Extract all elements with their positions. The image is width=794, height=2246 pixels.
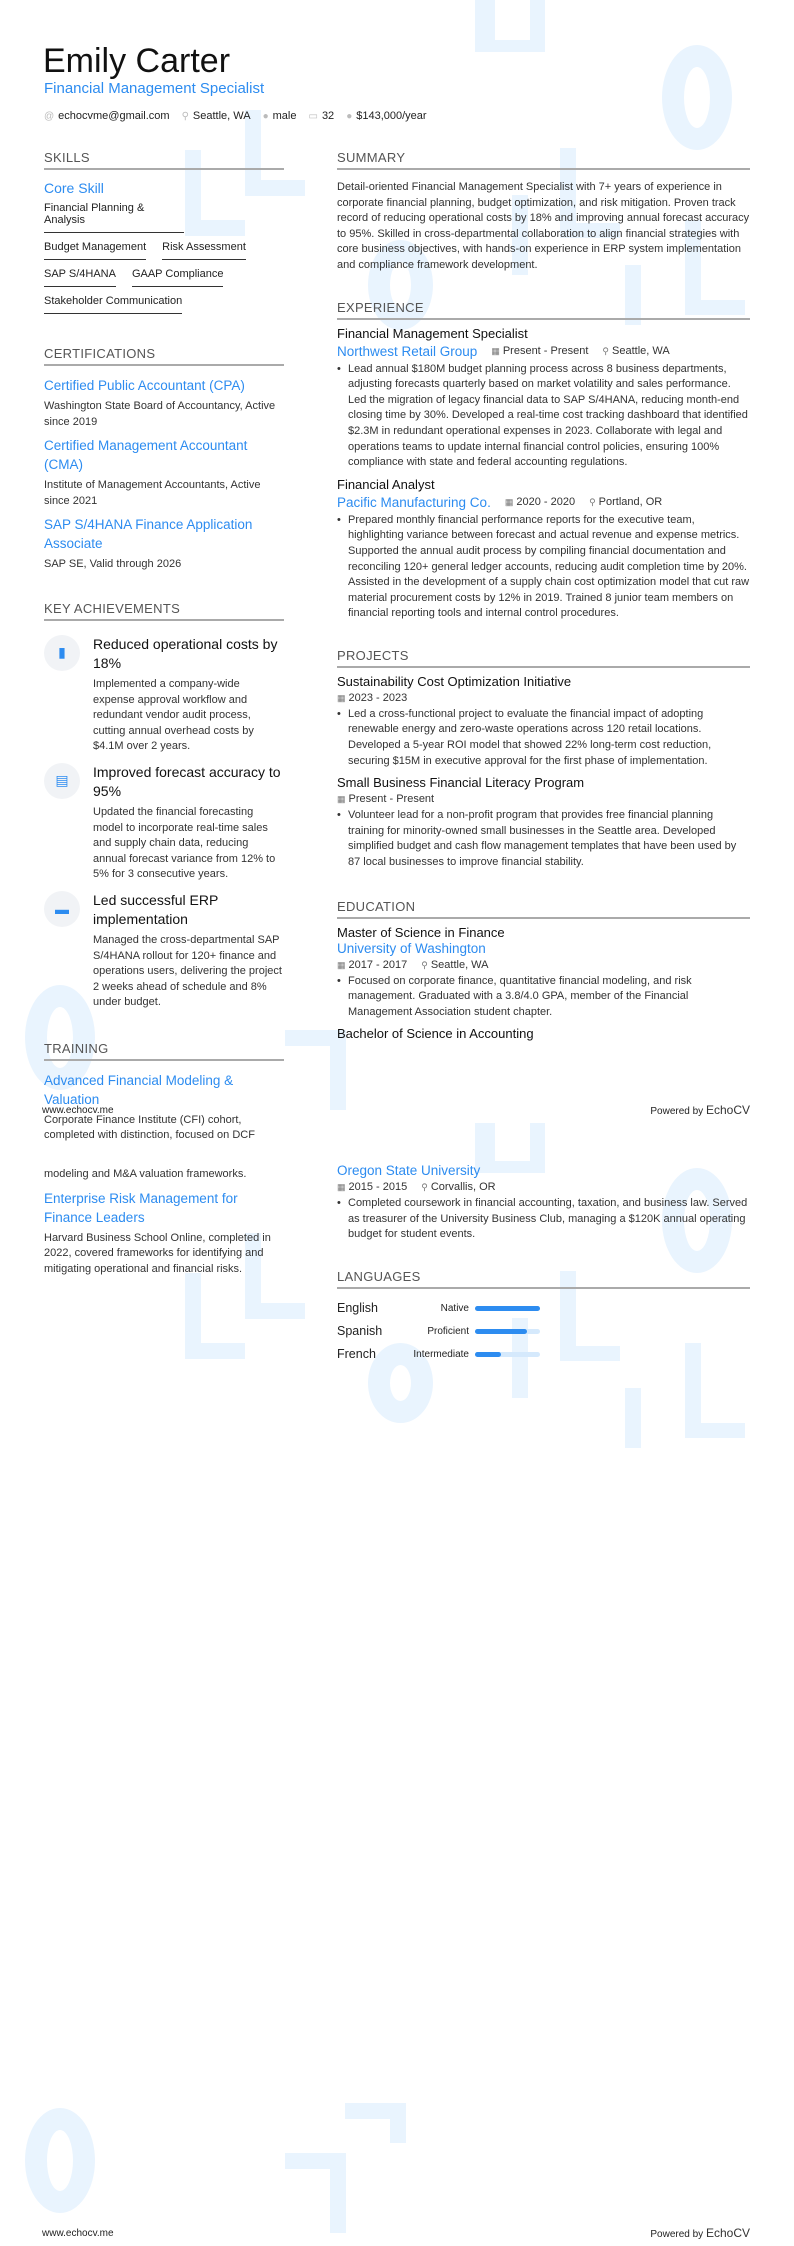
- footer-website[interactable]: www.echocv.me: [42, 1105, 114, 1116]
- candidate-name: Emily Carter: [43, 42, 231, 80]
- education-school: Oregon State University: [337, 1163, 481, 1178]
- job-location-group: [589, 496, 662, 508]
- achievement-item: [44, 891, 284, 1011]
- location-icon: ⚲: [421, 959, 428, 970]
- left-column: [44, 150, 284, 1144]
- training-desc-continued: modeling and M&A valuation frameworks.: [44, 1168, 247, 1180]
- contact-text: Seattle, WA: [192, 110, 251, 122]
- achievement-title: Led successful ERP implementation: [93, 891, 219, 927]
- project-bullets: [337, 707, 750, 769]
- skill-tag: Budget Management: [44, 239, 146, 260]
- powered-by-label: Powered by: [650, 2229, 704, 2240]
- education-degree: Bachelor of Science in Accounting: [337, 1026, 534, 1042]
- training-title: Enterprise Risk Management for Finance Leaders: [44, 1190, 238, 1225]
- certification-desc: Washington State Board of Accountancy, Active since 2019: [44, 400, 276, 428]
- right-column: [337, 150, 750, 1041]
- certification-desc: SAP SE, Valid through 2026: [44, 558, 182, 571]
- calendar-icon: ▦: [491, 346, 500, 357]
- achievement-desc: Updated the financial forecasting model to incorporate real-time sales and supply chain data, reducing annual forecast variance from 12% to 5% for 3 consecutive years.: [93, 805, 276, 881]
- training-desc: Harvard Business School Online, completed in 2022, covered frameworks for identifying and mitigating operational and financial risks.: [44, 1231, 271, 1275]
- job-location-group: [602, 345, 669, 357]
- contact-item: [263, 110, 297, 122]
- meta-row: [337, 344, 750, 359]
- calendar-icon: ▦: [337, 1182, 346, 1192]
- job-bullets: [337, 362, 750, 471]
- achievement-desc: Implemented a company-wide expense approval workflow and redundant vendor audit process, cutting annual overhead costs by $4.1M over 2 years.: [93, 677, 254, 753]
- project-title: Sustainability Cost Optimization Initiative: [337, 673, 572, 689]
- project-title: Small Business Financial Literacy Program: [337, 775, 585, 791]
- skill-tag: GAAP Compliance: [132, 266, 224, 287]
- job-bullets: [337, 513, 750, 622]
- location-icon: ⚲: [421, 1182, 428, 1192]
- job-dates-group: [505, 496, 575, 508]
- project-bullets: [337, 808, 750, 870]
- project-bullet: • Volunteer lead for a non-profit program that provides free financial planning training for minority-owned small businesses in the Seattle area. Developed simplified budget and cash flow management templates that have been used by 87 local businesses to improve financial stability.: [337, 808, 750, 870]
- experience-list: [337, 326, 750, 622]
- project-dates-group: [337, 793, 434, 805]
- education-dates: 2015 - 2015: [348, 1181, 408, 1193]
- certification-title: Certified Management Accountant (CMA): [44, 438, 248, 473]
- job-dates-group: [491, 345, 588, 357]
- language-bar-fill: [475, 1306, 540, 1311]
- calendar-icon: ▦: [337, 794, 346, 805]
- job-location: Portland, OR: [598, 496, 663, 509]
- job-bullet: • Prepared monthly financial performance reports for the executive team, highlighting variance between forecast and actual revenue and expense metrics. Supported the annual audit process by compiling financial documentation and reconciling 120+ general ledger accounts, reducing audit completion time by 20%. Assisted in the development of a supply chain cost optimization model that cut raw material procurement costs by 12% in 2019. Trained 8 junior team members on financial reporting tools and internal control procedures.: [337, 513, 750, 622]
- skill-tag: SAP S/4HANA: [44, 266, 116, 287]
- contact-bar: [44, 110, 427, 122]
- language-level: Intermediate: [413, 1348, 469, 1360]
- certification-title: SAP S/4HANA Finance Application Associate: [44, 517, 253, 552]
- skills-list: [44, 200, 284, 320]
- training-heading: TRAINING: [44, 1041, 284, 1061]
- achievement-item: [44, 635, 284, 755]
- achievement-title: Reduced operational costs by 18%: [93, 635, 278, 671]
- meta-row: [337, 692, 750, 704]
- education-school: University of Washington: [337, 940, 486, 956]
- skills-heading: SKILLS: [44, 150, 284, 170]
- education-degree: Master of Science in Finance: [337, 924, 505, 940]
- language-bar-fill: [475, 1329, 527, 1334]
- clipboard-icon: ▮: [44, 635, 80, 671]
- calendar-icon: ▦: [337, 959, 346, 970]
- education-dates: 2017 - 2017: [348, 958, 408, 971]
- contact-item: [182, 110, 251, 122]
- achievements-list: [44, 635, 284, 1011]
- project-bullet: • Led a cross-functional project to evaluate the financial impact of adopting renewable energy and zero-waste operations across 120 retail locations. Developed a 5-year ROI model that showed 22% long-term cost reduction, securing $15M in executive approval for the first phase of implementation.: [337, 707, 750, 769]
- job-title: Financial Management Specialist: [337, 325, 528, 341]
- summary-heading: SUMMARY: [337, 150, 750, 170]
- footer-powered: [650, 1103, 750, 1117]
- contact-text: $143,000/year: [356, 110, 427, 122]
- company-name: Pacific Manufacturing Co.: [337, 494, 491, 510]
- skill-category: Core Skill: [44, 180, 104, 196]
- education-bullet: • Focused on corporate finance, quantitative financial modeling, and risk management. Graduated with a 3.8/4.0 GPA, member of the Financial Management Association student chapter.: [337, 974, 750, 1021]
- certifications-list: [44, 376, 284, 573]
- candidate-title: Financial Management Specialist: [44, 80, 265, 97]
- powered-by-label: Powered by: [650, 1106, 704, 1117]
- language-bar-fill: [475, 1352, 501, 1357]
- contact-item: [308, 110, 334, 122]
- achievement-item: [44, 763, 284, 883]
- brand-logo: EchoCV: [705, 2226, 750, 2240]
- contact-item: [346, 110, 426, 122]
- achievement-title: Improved forecast accuracy to 95%: [93, 763, 281, 799]
- skill-tag: Financial Planning & Analysis: [44, 200, 184, 233]
- language-name: French: [337, 1347, 376, 1362]
- calendar-icon: ▦: [504, 497, 514, 508]
- job-bullet: • Lead annual $180M budget planning process across 8 business departments, adjusting forecasts quarterly based on market volatility and sales performance. Led the migration of legacy financial data to SAP S/4HANA, reducing month-end closing time by 30%. Developed a real-time cost tracking dashboard that identified $2.3M in redundant operational expenses in 2023. Collaborate with legal and operations teams to update internal financial control policies, ensuring 100% compliance with state and federal accounting regulations.: [337, 362, 750, 471]
- languages-list: [337, 1297, 750, 1366]
- summary-text: Detail-oriented Financial Management Specialist with 7+ years of experience in corporate financial planning, budget optimization, and risk mitigation. Proven track record of reducing operational costs by 18% and improving annual forecast accuracy to 95%. Skilled in cross-departmental collaboration to align financial strategies with core business objectives, with hands-on experience in ERP system implementation and compliance framework development.: [337, 181, 750, 271]
- achievement-desc: Managed the cross-departmental SAP S/4HANA rollout for 120+ finance and operations users, delivering the project 2 weeks ahead of schedule and 8% under budget.: [93, 933, 282, 1009]
- location-icon: ⚲: [589, 497, 596, 508]
- achievement-body: [93, 635, 284, 755]
- project-dates: 2023 - 2023: [348, 691, 408, 704]
- footer-powered: [650, 2226, 750, 2240]
- projects-list: [337, 674, 750, 871]
- contact-text: 32: [321, 110, 335, 122]
- education-location: Seattle, WA: [430, 958, 489, 971]
- language-bar: [475, 1352, 540, 1357]
- chat-icon: ▬: [44, 891, 80, 927]
- resume-page-2: [0, 1123, 794, 2246]
- experience-heading: EXPERIENCE: [337, 300, 750, 320]
- language-level: Proficient: [427, 1325, 469, 1337]
- achievement-body: [93, 763, 284, 883]
- project-dates-group: [337, 692, 407, 704]
- languages-heading: LANGUAGES: [337, 1269, 750, 1289]
- contact-item: [44, 110, 170, 122]
- education-location: Corvallis, OR: [430, 1181, 496, 1193]
- location-icon: ⚲: [602, 346, 610, 357]
- footer-website[interactable]: www.echocv.me: [42, 2228, 114, 2239]
- projects-heading: PROJECTS: [337, 648, 750, 668]
- certifications-heading: CERTIFICATIONS: [44, 346, 284, 366]
- meta-row: [337, 793, 750, 805]
- language-name: English: [337, 1301, 378, 1316]
- language-item: [337, 1297, 540, 1320]
- project-dates: Present - Present: [348, 793, 435, 806]
- person-icon: ●: [262, 111, 269, 122]
- contact-text: echocvme@gmail.com: [58, 110, 170, 122]
- job-dates: 2020 - 2020: [516, 496, 576, 509]
- document-icon: ▤: [44, 763, 80, 799]
- job-location: Seattle, WA: [612, 345, 670, 358]
- location-icon: ⚲: [181, 111, 189, 122]
- certification-title: Certified Public Accountant (CPA): [44, 378, 245, 393]
- training-desc: Corporate Finance Institute (CFI) cohort, completed with distinction, focused on DCF: [44, 1113, 255, 1142]
- language-bar: [475, 1329, 540, 1334]
- job-title: Financial Analyst: [337, 476, 435, 492]
- skill-tag: Risk Assessment: [162, 239, 246, 260]
- education-bullet: • Completed coursework in financial accounting, taxation, and business law. Served as treasurer of the University Business Club, managing a $120K annual operating budget for student events.: [337, 1196, 750, 1243]
- job-dates: Present - Present: [502, 345, 589, 358]
- calendar-icon: ▭: [308, 111, 318, 122]
- language-bar: [475, 1306, 540, 1311]
- language-item: [337, 1343, 540, 1366]
- education-heading: EDUCATION: [337, 899, 750, 919]
- meta-row: [337, 495, 750, 510]
- contact-text: male: [272, 110, 297, 122]
- email-icon: @: [44, 111, 55, 122]
- certification-desc: Institute of Management Accountants, Active since 2021: [44, 479, 261, 507]
- brand-logo: EchoCV: [705, 1103, 750, 1117]
- achievement-body: [93, 891, 284, 1011]
- achievements-heading: KEY ACHIEVEMENTS: [44, 601, 284, 621]
- training-title: Advanced Financial Modeling & Valuation: [44, 1072, 234, 1107]
- skill-tag: Stakeholder Communication: [44, 293, 182, 314]
- money-icon: ●: [346, 111, 353, 122]
- company-name: Northwest Retail Group: [337, 343, 478, 359]
- language-level: Native: [440, 1302, 469, 1314]
- language-name: Spanish: [337, 1324, 383, 1339]
- language-item: [337, 1320, 540, 1343]
- calendar-icon: ▦: [337, 692, 346, 703]
